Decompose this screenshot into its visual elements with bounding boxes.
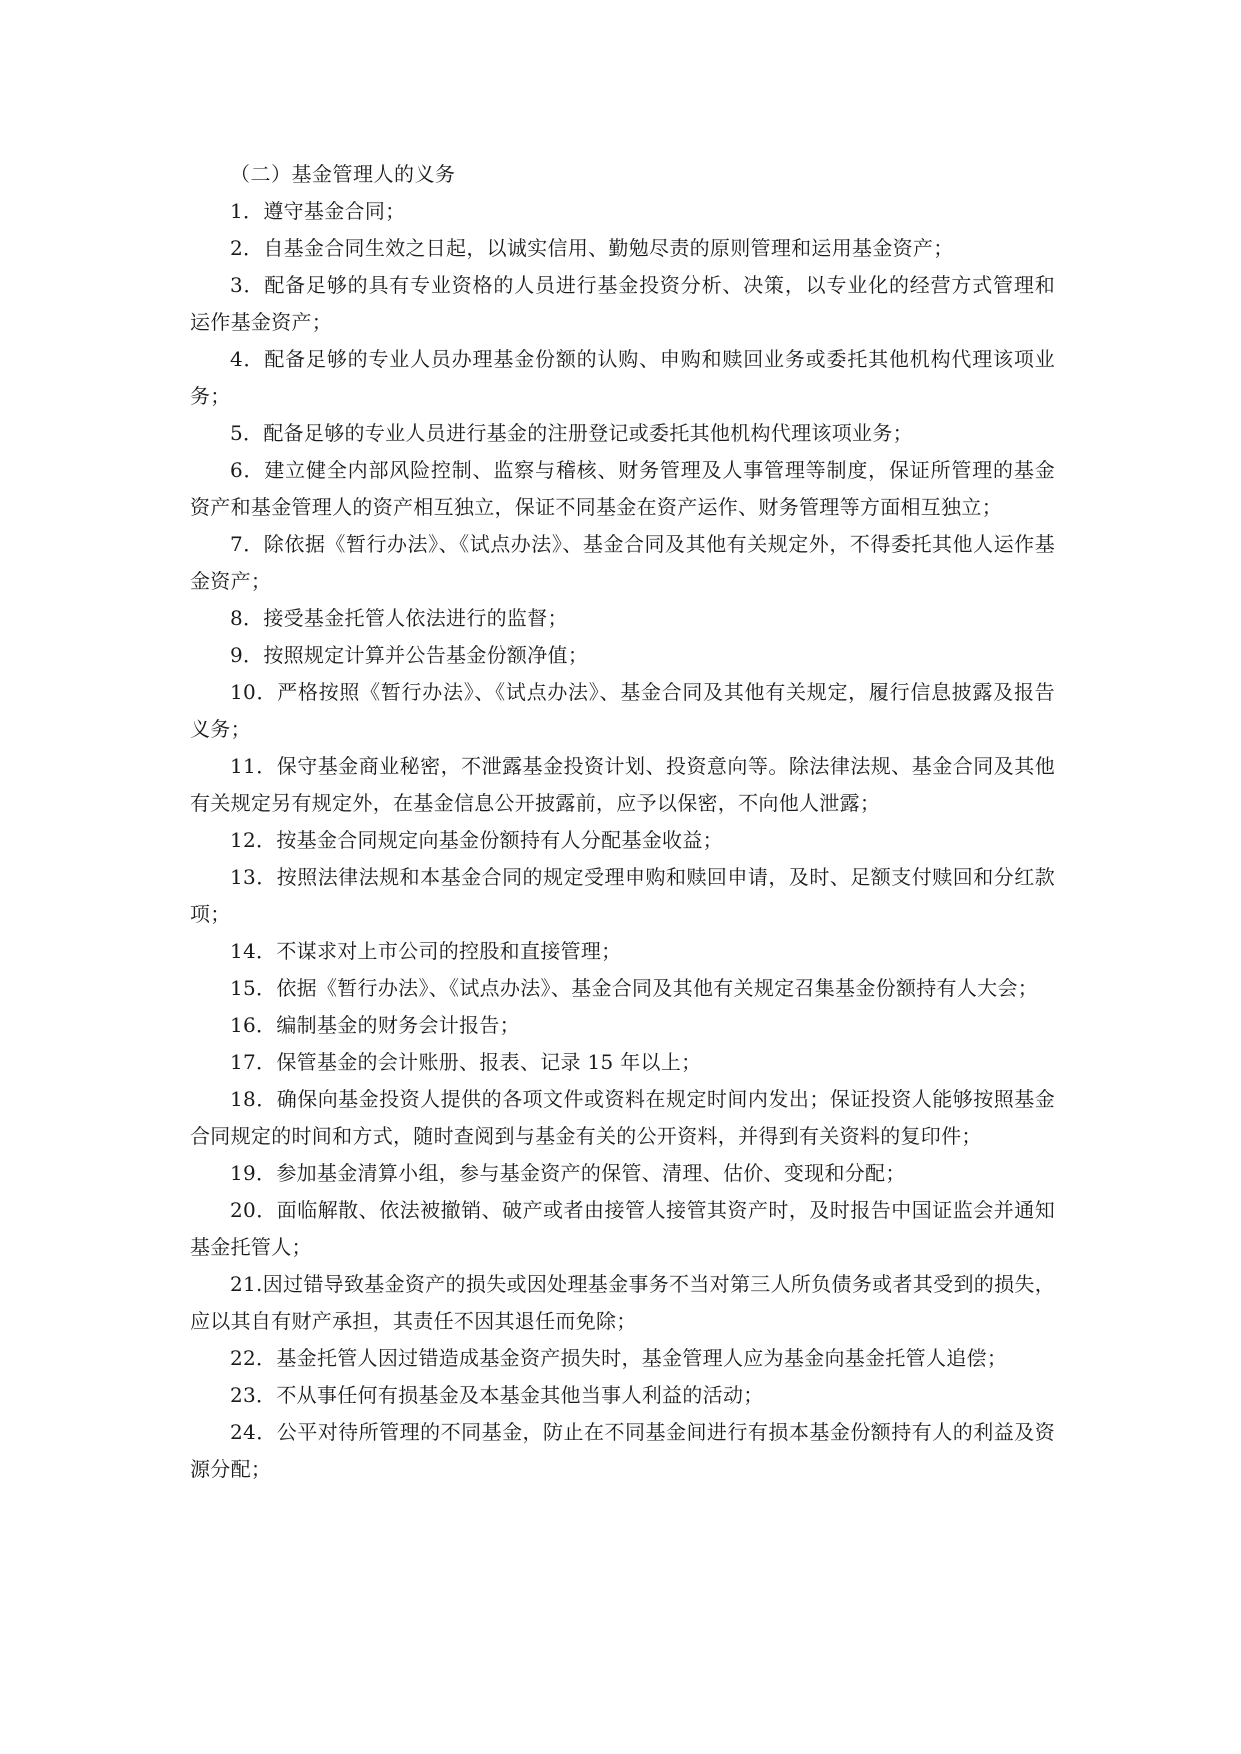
list-item: 5．配备足够的专业人员进行基金的注册登记或委托其他机构代理该项业务； [230, 421, 913, 445]
list-item: 19．参加基金清算小组，参与基金资产的保管、清理、估价、变现和分配； [230, 1161, 906, 1185]
list-item: 8．接受基金托管人依法进行的监督； [230, 606, 568, 630]
list-item: 20．面临解散、依法被撤销、破产或者由接管人接管其资产时，及时报告中国证监会并通知基金托管人； [190, 1198, 1055, 1259]
list-item: 10．严格按照《暂行办法》、《试点办法》、基金合同及其他有关规定，履行信息披露及报告义务； [190, 680, 1055, 741]
list-item: 2．自基金合同生效之日起，以诚实信用、勤勉尽责的原则管理和运用基金资产； [230, 236, 954, 260]
list-item: 9．按照规定计算并公告基金份额净值； [230, 643, 589, 667]
list-item: 15．依据《暂行办法》、《试点办法》、基金合同及其他有关规定召集基金份额持有人大会； [230, 976, 1039, 1000]
list-item: 4．配备足够的专业人员办理基金份额的认购、申购和赎回业务或委托其他机构代理该项业务； [190, 347, 1055, 408]
list-item: 17．保管基金的会计账册、报表、记录 15 年以上； [230, 1050, 702, 1074]
list-item: 3．配备足够的具有专业资格的人员进行基金投资分析、决策，以专业化的经营方式管理和运作基金资产； [190, 273, 1055, 334]
list-item: 21.因过错导致基金资产的损失或因处理基金事务不当对第三人所负债务或者其受到的损失，应以其自有财产承担，其责任不因其退任而免除； [190, 1272, 1055, 1333]
list-item: 11．保守基金商业秘密，不泄露基金投资计划、投资意向等。除法律法规、基金合同及其他有关规定另有规定外，在基金信息公开披露前，应予以保密，不向他人泄露； [190, 754, 1055, 815]
list-item: 14．不谋求对上市公司的控股和直接管理； [230, 939, 622, 963]
list-item: 12．按基金合同规定向基金份额持有人分配基金收益； [230, 828, 723, 852]
list-item: 6．建立健全内部风险控制、监察与稽核、财务管理及人事管理等制度，保证所管理的基金资产和基金管理人的资产相互独立，保证不同基金在资产运作、财务管理等方面相互独立； [190, 458, 1055, 519]
obligations-list [190, 193, 1055, 1488]
document-page [190, 156, 1055, 1488]
list-item: 16．编制基金的财务会计报告； [230, 1013, 520, 1037]
section-title: （二）基金管理人的义务 [230, 162, 456, 186]
list-item: 13．按照法律法规和本基金合同的规定受理申购和赎回申请，及时、足额支付赎回和分红款项； [190, 865, 1055, 926]
list-item: 18．确保向基金投资人提供的各项文件或资料在规定时间内发出；保证投资人能够按照基金合同规定的时间和方式，随时查阅到与基金有关的公开资料，并得到有关资料的复印件； [190, 1087, 1055, 1148]
list-item: 7．除依据《暂行办法》、《试点办法》、基金合同及其他有关规定外，不得委托其他人运作基金资产； [190, 532, 1055, 593]
list-item: 23．不从事任何有损基金及本基金其他当事人利益的活动； [230, 1383, 764, 1407]
list-item: 22．基金托管人因过错造成基金资产损失时，基金管理人应为基金向基金托管人追偿； [230, 1346, 1008, 1370]
list-item: 24．公平对待所管理的不同基金，防止在不同基金间进行有损本基金份额持有人的利益及资源分配； [190, 1420, 1055, 1481]
list-item: 1．遵守基金合同； [230, 199, 406, 223]
